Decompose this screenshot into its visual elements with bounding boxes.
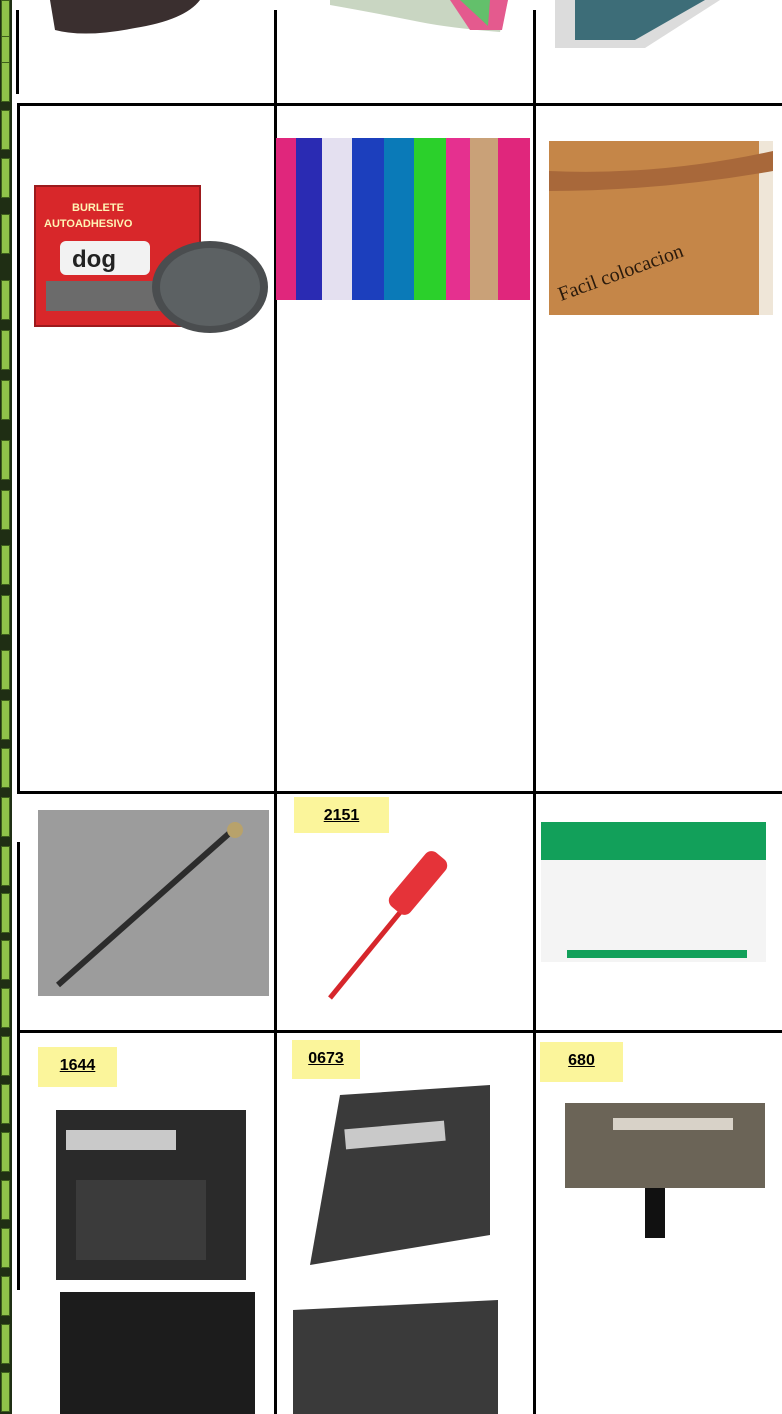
svg-text:dog: dog bbox=[72, 246, 116, 273]
nav-strip-cell[interactable] bbox=[1, 893, 10, 933]
mailbox-post-product-image[interactable] bbox=[565, 1098, 770, 1238]
nav-strip-cell[interactable] bbox=[1, 380, 10, 420]
door-seal-product-image[interactable] bbox=[549, 141, 773, 315]
svg-text:Facil colocacion: Facil colocacion bbox=[555, 240, 687, 306]
nav-strip-cell[interactable] bbox=[1, 1228, 10, 1268]
nav-strip-cell[interactable] bbox=[1, 1036, 10, 1076]
sheets-product-image[interactable] bbox=[555, 0, 725, 52]
nav-strip-cell[interactable] bbox=[1, 545, 10, 585]
voltage-tester-product-image[interactable] bbox=[310, 828, 470, 1004]
product-code-link[interactable]: 2151 bbox=[294, 797, 389, 833]
colorful-rolls-product-image[interactable] bbox=[276, 138, 530, 300]
mailbox-product-image[interactable] bbox=[60, 1292, 255, 1414]
product-code-link[interactable]: 0673 bbox=[292, 1040, 360, 1079]
product-code-link[interactable]: 1644 bbox=[38, 1047, 117, 1087]
nav-strip-cell[interactable] bbox=[1, 1372, 10, 1412]
product-code-link[interactable]: 680 bbox=[540, 1042, 623, 1082]
grid-divider bbox=[17, 103, 782, 106]
screwdriver-set-product-image[interactable] bbox=[541, 822, 766, 962]
nav-strip-cell[interactable] bbox=[1, 440, 10, 480]
svg-text:AUTOADHESIVO: AUTOADHESIVO bbox=[44, 218, 133, 230]
svg-text:BURLETE: BURLETE bbox=[72, 202, 124, 214]
round-mat-product-image[interactable] bbox=[45, 0, 205, 40]
nav-strip-cell[interactable] bbox=[1, 214, 10, 254]
nav-strip-cell[interactable] bbox=[1, 1324, 10, 1364]
left-nav-strip bbox=[0, 0, 12, 1414]
nav-strip-cell[interactable] bbox=[1, 110, 10, 150]
nav-strip-cell[interactable] bbox=[1, 62, 10, 102]
nav-strip-cell[interactable] bbox=[1, 1084, 10, 1124]
nav-strip-cell[interactable] bbox=[1, 748, 10, 788]
nav-strip-cell[interactable] bbox=[1, 595, 10, 635]
grid-divider bbox=[17, 842, 20, 1290]
nav-strip-cell[interactable] bbox=[1, 1180, 10, 1220]
nav-strip-cell[interactable] bbox=[1, 280, 10, 320]
nav-strip-cell[interactable] bbox=[1, 1276, 10, 1316]
nav-strip-cell[interactable] bbox=[1, 0, 10, 40]
nav-strip-cell[interactable] bbox=[1, 330, 10, 370]
grid-divider bbox=[17, 104, 20, 794]
mailbox-product-image[interactable] bbox=[46, 1100, 246, 1280]
grid-divider bbox=[17, 1030, 782, 1033]
mailbox-angled-product-image[interactable] bbox=[300, 1085, 500, 1275]
nav-strip-cell[interactable] bbox=[1, 940, 10, 980]
nav-strip-cell[interactable] bbox=[1, 490, 10, 530]
nav-strip-cell[interactable] bbox=[1, 988, 10, 1028]
weatherstrip-box-product-image[interactable] bbox=[32, 183, 275, 335]
mailbox-angled-product-image[interactable] bbox=[293, 1300, 498, 1414]
screwdriver-tester-product-image[interactable] bbox=[38, 810, 269, 996]
grid-divider bbox=[533, 10, 536, 1414]
nav-strip-cell[interactable] bbox=[1, 700, 10, 740]
grid-divider bbox=[16, 10, 19, 94]
nav-strip-cell[interactable] bbox=[1, 846, 10, 886]
nav-strip-cell[interactable] bbox=[1, 650, 10, 690]
grid-divider bbox=[17, 791, 782, 794]
nav-strip-cell[interactable] bbox=[1, 158, 10, 198]
fabric-roll-product-image[interactable] bbox=[330, 0, 510, 40]
nav-strip-cell[interactable] bbox=[1, 797, 10, 837]
nav-strip-cell[interactable] bbox=[1, 1132, 10, 1172]
